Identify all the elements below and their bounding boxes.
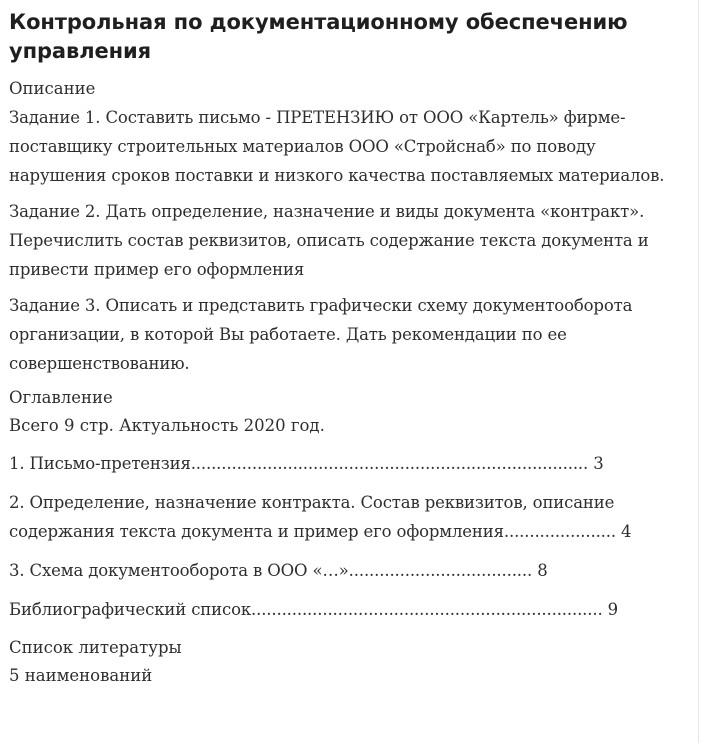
toc-item-1: 1. Письмо-претензия.............................................................................. 3 xyxy=(9,454,604,473)
toc-heading: Оглавление xyxy=(9,388,113,407)
page-title: Контрольная по документационному обеспечению управления xyxy=(9,10,628,63)
task-3: Задание 3. Описать и представить графически схему документооборота организации, в которой Вы работаете. Дать рекомендации по ее совершенствованию. xyxy=(9,296,633,373)
literature-heading: Список литературы xyxy=(9,638,182,657)
task-1: Задание 1. Составить письмо - ПРЕТЕНЗИЮ от ООО «Картель» фирме-поставщику строительных материалов ООО «Стройснаб» по поводу нарушения сроков поставки и низкого качества поставляемых материалов. xyxy=(9,108,665,185)
description-heading: Описание xyxy=(9,79,96,98)
toc-section xyxy=(9,384,689,624)
toc-item-3: 3. Схема документооборота в ООО «…».................................... 8 xyxy=(9,561,548,580)
description-section xyxy=(9,75,689,378)
toc-summary: Всего 9 стр. Актуальность 2020 год. xyxy=(9,416,325,435)
document-body xyxy=(9,8,689,690)
task-2: Задание 2. Дать определение, назначение и виды документа «контракт». Перечислить состав реквизитов, описать содержание текста документа и привести пример его оформления xyxy=(9,202,649,279)
literature-section xyxy=(9,634,689,690)
literature-count: 5 наименований xyxy=(9,666,153,685)
toc-item-2: 2. Определение, назначение контракта. Состав реквизитов, описание содержания текста документа и пример его оформления...................... 4 xyxy=(9,493,632,541)
right-border-line xyxy=(698,0,699,743)
toc-item-4: Библиографический список..................................................................... 9 xyxy=(9,600,619,619)
